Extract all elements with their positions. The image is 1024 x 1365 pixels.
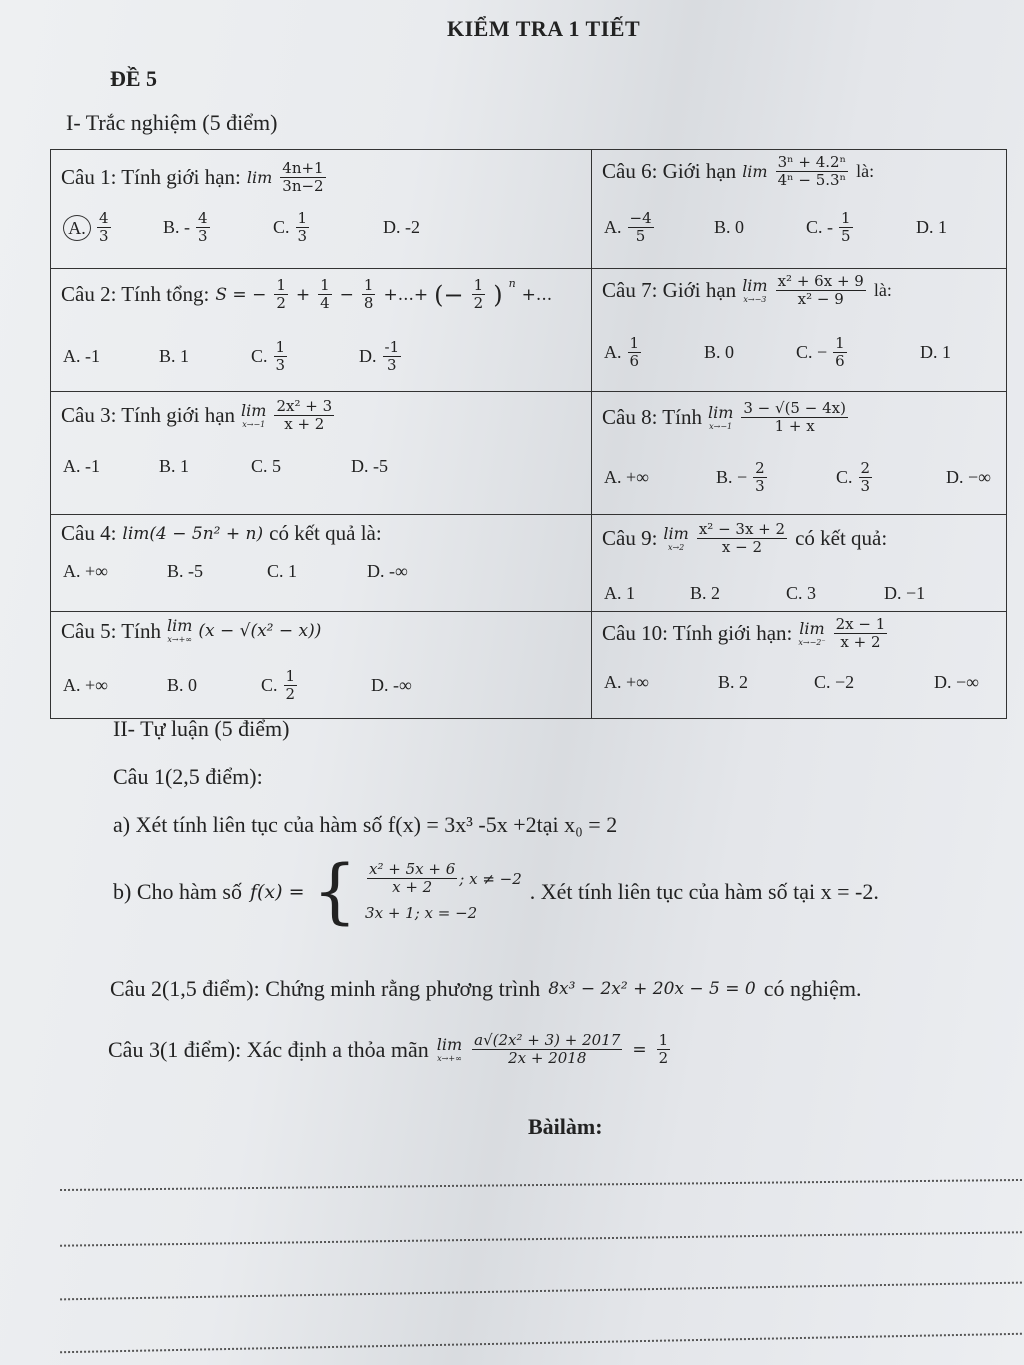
essay-question-3: Câu 3(1 điểm): Xác định a thỏa mãn lim x→+∞ $\frac{\text{a√(2x² + 3) + 2017}}{2x + 2018}$ = $\frac{1}{2}$ bbox=[108, 1031, 669, 1068]
exam-code: ĐỀ 5 bbox=[110, 66, 158, 91]
option-a: A. $\frac{-4}{5}$ bbox=[604, 209, 652, 246]
fraction: $\frac{3 - √(5 - 4x)}{1 + x}$ bbox=[743, 399, 846, 436]
question-7: Câu 7: Giới hạn lim x→−3 $\frac{\text{x² + 6x + 9}}{\text{x² − 9}}$ là: A. $\frac{1}{6}$ B. 0 C. − $\frac{1}{6}$ D. 1 bbox=[592, 269, 1007, 392]
option-d: D. -∞ bbox=[367, 561, 408, 581]
option-d: D. 1 bbox=[920, 342, 951, 363]
fraction: $\frac{\text{2x² + 3}}{x + 2}$ bbox=[276, 397, 333, 434]
option-d: D. -5 bbox=[351, 456, 388, 476]
answer-line bbox=[60, 1179, 1022, 1191]
option-b: B. 0 bbox=[714, 217, 745, 238]
question-label: Câu 8: Tính bbox=[602, 405, 702, 430]
question-tail: là: bbox=[856, 161, 875, 182]
option-c: C. − $\frac{1}{6}$ bbox=[796, 334, 845, 371]
limit-symbol: lim bbox=[246, 167, 273, 187]
question-5: Câu 5: Tính lim x→+∞ (x − √(x² − x)) A. +∞ B. 0 C. $\frac{1}{2}$ D. -∞ bbox=[51, 612, 592, 719]
option-d: D. 1 bbox=[916, 217, 947, 238]
option-c: C. 1 bbox=[267, 561, 298, 581]
question-tail: có kết quả là: bbox=[269, 521, 382, 545]
essay-question-1a: a) Xét tính liên tục của hàm số f(x) = 3x³ -5x +2tại x₀ = 2 bbox=[113, 812, 618, 837]
fraction: $\frac{\text{3ⁿ + 4.2ⁿ}}{\text{4ⁿ − 5.3ⁿ}}$ bbox=[777, 153, 847, 190]
question-label: Câu 5: Tính bbox=[61, 618, 161, 643]
limit-expression: lim(4 − 5n² + n) bbox=[122, 523, 264, 544]
option-a: A. 1 bbox=[604, 583, 635, 603]
question-label: Câu 9: bbox=[602, 526, 658, 551]
option-a: A. +∞ bbox=[63, 561, 108, 581]
option-b: B. 2 bbox=[690, 583, 721, 603]
question-6: Câu 6: Giới hạn lim $\frac{\text{3ⁿ + 4.2ⁿ}}{\text{4ⁿ − 5.3ⁿ}}$ là: A. $\frac{-4}{5}$ B. 0 C. - $\frac{1}{5}$ D. 1 bbox=[592, 150, 1007, 269]
option-c: C. $\frac{1}{2}$ bbox=[261, 667, 296, 704]
question-label: Câu 3: Tính giới hạn bbox=[61, 403, 236, 428]
option-c: C. - $\frac{1}{5}$ bbox=[806, 209, 851, 246]
question-1 bbox=[51, 150, 592, 269]
question-label: Câu 10: Tính giới hạn: bbox=[602, 621, 793, 646]
option-d: D. −∞ bbox=[934, 672, 979, 692]
option-c: C. 3 bbox=[786, 583, 817, 603]
option-a: A. $\frac{4}{3}$ bbox=[63, 210, 163, 246]
question-tail: có kết quả: bbox=[795, 526, 888, 551]
option-b: B. − $\frac{2}{3}$ bbox=[716, 459, 765, 496]
answer-line bbox=[60, 1231, 1022, 1246]
option-b: B. -5 bbox=[167, 561, 203, 581]
essay-question-2: Câu 2(1,5 điểm): Chứng minh rằng phương trình 8x³ − 2x² + 20x − 5 = 0 có nghiệm. bbox=[110, 976, 862, 1001]
option-d: D. -2 bbox=[383, 217, 420, 238]
option-a: A. +∞ bbox=[604, 467, 649, 488]
fraction: $\frac{\text{x² + 6x + 9}}{\text{x² − 9}}$ bbox=[777, 272, 864, 309]
option-d: D. $\frac{-1}{3}$ bbox=[359, 338, 400, 375]
fraction: $\frac{\text{x² − 3x + 2}}{x - 2}$ bbox=[698, 520, 786, 557]
question-8: Câu 8: Tính lim x→−1 $\frac{3 - √(5 - 4x)}{1 + x}$ A. +∞ B. − $\frac{2}{3}$ C. $\frac{2}{3}$ D. −∞ bbox=[592, 392, 1007, 515]
page-title: KIỂM TRA 1 TIẾT bbox=[447, 16, 641, 41]
essay-question-1b: b) Cho hàm số f(x) = { $\frac{\text{x² + 5x + 6}}{x + 2}$ ; x ≠ −2 3x + 1; x = −2 . Xét tính liên tục của hàm số tại x = -2. bbox=[113, 850, 879, 932]
question-3: Câu 3: Tính giới hạn lim x→−1 $\frac{\text{2x² + 3}}{x + 2}$ A. -1 B. 1 C. 5 D. -5 bbox=[51, 392, 592, 515]
question-label: Câu 6: Giới hạn bbox=[602, 159, 737, 184]
option-a: A. +∞ bbox=[604, 672, 649, 692]
option-c: C. $\frac{1}{3}$ bbox=[273, 209, 308, 246]
option-a: A. -1 bbox=[63, 456, 100, 476]
fraction: $\frac{2x - 1}{x + 2}$ bbox=[835, 615, 886, 652]
option-b: B. - $\frac{4}{3}$ bbox=[163, 209, 208, 246]
question-4 bbox=[51, 515, 592, 612]
brace-icon: { bbox=[312, 850, 358, 932]
sum-expression: S = − bbox=[215, 284, 267, 305]
question-label: Câu 2: Tính tổng: bbox=[61, 282, 210, 307]
option-d: D. −∞ bbox=[946, 467, 991, 488]
question-label: Câu 1: Tính giới hạn: bbox=[61, 165, 241, 190]
question-2: Câu 2: Tính tổng: S = − $\frac{1}{2}$ + $\frac{1}{4}$ − $\frac{1}{8}$ +...+ (− $\frac{1}{2}$ ) n +... A. -1 B. 1 C. $\frac{1}{3}$ D. $\frac{-1}{3}$ bbox=[51, 269, 592, 392]
option-d: D. -∞ bbox=[371, 675, 412, 696]
option-b: B. 2 bbox=[718, 672, 749, 692]
option-b: B. 1 bbox=[159, 346, 190, 367]
question-label: Câu 7: Giới hạn bbox=[602, 278, 737, 303]
limit-expression: (x − √(x² − x)) bbox=[198, 621, 322, 641]
option-c: C. −2 bbox=[814, 672, 855, 692]
question-table bbox=[50, 149, 1007, 719]
answer-line bbox=[60, 1333, 1022, 1353]
answer-line bbox=[60, 1282, 1022, 1301]
option-c: C. $\frac{2}{3}$ bbox=[836, 459, 871, 496]
option-b: B. 0 bbox=[704, 342, 735, 363]
essay-question-1: Câu 1(2,5 điểm): bbox=[113, 764, 263, 789]
question-9: Câu 9: lim x→2 $\frac{\text{x² − 3x + 2}}{x - 2}$ có kết quả: A. 1 B. 2 C. 3 D. −1 bbox=[592, 515, 1007, 612]
question-10: Câu 10: Tính giới hạn: lim x→−2⁻ $\frac{2x - 1}{x + 2}$ A. +∞ B. 2 C. −2 D. −∞ bbox=[592, 612, 1007, 719]
option-a: A. +∞ bbox=[63, 675, 108, 696]
answer-heading: Bàilàm: bbox=[528, 1114, 603, 1139]
answer-circle: A. bbox=[63, 215, 91, 241]
option-c: C. 5 bbox=[251, 456, 282, 476]
option-a: A. -1 bbox=[63, 346, 100, 367]
option-c: C. $\frac{1}{3}$ bbox=[251, 338, 286, 375]
option-d: D. −1 bbox=[884, 583, 926, 603]
section-essay-title: II- Tự luận (5 điểm) bbox=[113, 716, 290, 741]
option-a: A. $\frac{1}{6}$ bbox=[604, 334, 640, 371]
section-multiple-choice-title: I- Trắc nghiệm (5 điểm) bbox=[66, 110, 278, 135]
option-b: B. 0 bbox=[167, 675, 198, 696]
question-label: Câu 4: bbox=[61, 521, 117, 545]
question-tail: là: bbox=[873, 280, 892, 301]
option-b: B. 1 bbox=[159, 456, 190, 476]
fraction: $\frac{4n+1}{3n-2}$ bbox=[282, 159, 324, 196]
